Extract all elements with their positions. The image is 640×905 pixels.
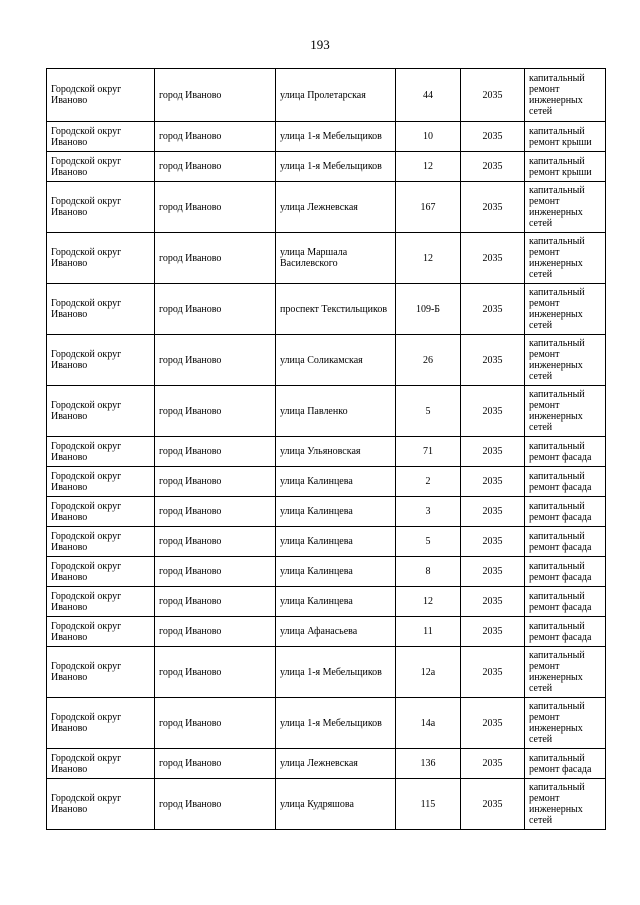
- page-number: 193: [310, 37, 330, 52]
- city-cell: город Иваново: [155, 698, 276, 749]
- table-row: [47, 647, 606, 698]
- year-cell: 2035: [461, 557, 525, 587]
- house-cell: 12: [396, 233, 461, 284]
- district-cell: Городской округ Иваново: [47, 437, 155, 467]
- house-cell: 12: [396, 587, 461, 617]
- district-cell: Городской округ Иваново: [47, 698, 155, 749]
- year-cell: 2035: [461, 647, 525, 698]
- year-cell: 2035: [461, 284, 525, 335]
- city-cell: город Иваново: [155, 284, 276, 335]
- city-cell: город Иваново: [155, 152, 276, 182]
- city-cell: город Иваново: [155, 749, 276, 779]
- table-row: [47, 69, 606, 122]
- work-type-cell: капитальный ремонт инженерных сетей: [525, 335, 606, 386]
- house-cell: 167: [396, 182, 461, 233]
- house-cell: 14а: [396, 698, 461, 749]
- district-cell: Городской округ Иваново: [47, 69, 155, 122]
- district-cell: Городской округ Иваново: [47, 386, 155, 437]
- district-cell: Городской округ Иваново: [47, 233, 155, 284]
- work-type-cell: капитальный ремонт фасада: [525, 527, 606, 557]
- work-type-cell: капитальный ремонт инженерных сетей: [525, 284, 606, 335]
- district-cell: Городской округ Иваново: [47, 587, 155, 617]
- city-cell: город Иваново: [155, 779, 276, 830]
- house-cell: 115: [396, 779, 461, 830]
- year-cell: 2035: [461, 497, 525, 527]
- work-type-cell: капитальный ремонт крыши: [525, 122, 606, 152]
- house-cell: 12а: [396, 647, 461, 698]
- city-cell: город Иваново: [155, 467, 276, 497]
- street-cell: улица Маршала Василевского: [276, 233, 396, 284]
- district-cell: Городской округ Иваново: [47, 182, 155, 233]
- work-type-cell: капитальный ремонт инженерных сетей: [525, 182, 606, 233]
- district-cell: Городской округ Иваново: [47, 617, 155, 647]
- table-row: [47, 122, 606, 152]
- work-type-cell: капитальный ремонт инженерных сетей: [525, 69, 606, 122]
- year-cell: 2035: [461, 69, 525, 122]
- year-cell: 2035: [461, 527, 525, 557]
- work-type-cell: капитальный ремонт инженерных сетей: [525, 779, 606, 830]
- district-cell: Городской округ Иваново: [47, 779, 155, 830]
- street-cell: улица 1-я Мебельщиков: [276, 698, 396, 749]
- house-cell: 11: [396, 617, 461, 647]
- district-cell: Городской округ Иваново: [47, 647, 155, 698]
- street-cell: улица Калинцева: [276, 497, 396, 527]
- city-cell: город Иваново: [155, 557, 276, 587]
- district-cell: Городской округ Иваново: [47, 284, 155, 335]
- city-cell: город Иваново: [155, 386, 276, 437]
- house-cell: 136: [396, 749, 461, 779]
- work-type-cell: капитальный ремонт инженерных сетей: [525, 698, 606, 749]
- year-cell: 2035: [461, 698, 525, 749]
- work-type-cell: капитальный ремонт крыши: [525, 152, 606, 182]
- street-cell: улица Калинцева: [276, 467, 396, 497]
- year-cell: 2035: [461, 233, 525, 284]
- district-cell: Городской округ Иваново: [47, 497, 155, 527]
- house-cell: 12: [396, 152, 461, 182]
- table-row: [47, 182, 606, 233]
- district-cell: Городской округ Иваново: [47, 335, 155, 386]
- house-cell: 5: [396, 527, 461, 557]
- city-cell: город Иваново: [155, 587, 276, 617]
- year-cell: 2035: [461, 335, 525, 386]
- table-row: [47, 749, 606, 779]
- year-cell: 2035: [461, 467, 525, 497]
- city-cell: город Иваново: [155, 182, 276, 233]
- house-cell: 5: [396, 386, 461, 437]
- district-cell: Городской округ Иваново: [47, 122, 155, 152]
- street-cell: улица 1-я Мебельщиков: [276, 122, 396, 152]
- work-type-cell: капитальный ремонт фасада: [525, 749, 606, 779]
- street-cell: улица Калинцева: [276, 557, 396, 587]
- work-type-cell: капитальный ремонт фасада: [525, 617, 606, 647]
- table-row: [47, 698, 606, 749]
- year-cell: 2035: [461, 386, 525, 437]
- street-cell: улица Соликамская: [276, 335, 396, 386]
- street-cell: улица 1-я Мебельщиков: [276, 647, 396, 698]
- table-row: [47, 497, 606, 527]
- table-row: [47, 587, 606, 617]
- street-cell: улица Лежневская: [276, 182, 396, 233]
- street-cell: улица Калинцева: [276, 527, 396, 557]
- district-cell: Городской округ Иваново: [47, 152, 155, 182]
- district-cell: Городской округ Иваново: [47, 527, 155, 557]
- house-cell: 8: [396, 557, 461, 587]
- house-cell: 2: [396, 467, 461, 497]
- year-cell: 2035: [461, 182, 525, 233]
- city-cell: город Иваново: [155, 69, 276, 122]
- table-row: [47, 617, 606, 647]
- work-type-cell: капитальный ремонт инженерных сетей: [525, 233, 606, 284]
- table-body: [47, 69, 606, 830]
- street-cell: улица Павленко: [276, 386, 396, 437]
- table-row: [47, 557, 606, 587]
- table-row: [47, 779, 606, 830]
- work-type-cell: капитальный ремонт фасада: [525, 467, 606, 497]
- city-cell: город Иваново: [155, 497, 276, 527]
- table-row: [47, 386, 606, 437]
- table-row: [47, 467, 606, 497]
- house-cell: 26: [396, 335, 461, 386]
- street-cell: улица Афанасьева: [276, 617, 396, 647]
- year-cell: 2035: [461, 122, 525, 152]
- work-type-cell: капитальный ремонт фасада: [525, 557, 606, 587]
- street-cell: улица Лежневская: [276, 749, 396, 779]
- work-type-cell: капитальный ремонт инженерных сетей: [525, 647, 606, 698]
- house-cell: 109-Б: [396, 284, 461, 335]
- street-cell: улица Ульяновская: [276, 437, 396, 467]
- city-cell: город Иваново: [155, 437, 276, 467]
- house-cell: 3: [396, 497, 461, 527]
- year-cell: 2035: [461, 437, 525, 467]
- district-cell: Городской округ Иваново: [47, 749, 155, 779]
- work-type-cell: капитальный ремонт фасада: [525, 497, 606, 527]
- house-cell: 71: [396, 437, 461, 467]
- table-row: [47, 335, 606, 386]
- street-cell: улица Калинцева: [276, 587, 396, 617]
- table-row: [47, 233, 606, 284]
- city-cell: город Иваново: [155, 527, 276, 557]
- table-row: [47, 152, 606, 182]
- city-cell: город Иваново: [155, 647, 276, 698]
- registry-table: [46, 68, 606, 830]
- city-cell: город Иваново: [155, 335, 276, 386]
- street-cell: улица 1-я Мебельщиков: [276, 152, 396, 182]
- year-cell: 2035: [461, 152, 525, 182]
- work-type-cell: капитальный ремонт фасада: [525, 437, 606, 467]
- street-cell: улица Пролетарская: [276, 69, 396, 122]
- street-cell: улица Кудряшова: [276, 779, 396, 830]
- table-row: [47, 284, 606, 335]
- year-cell: 2035: [461, 749, 525, 779]
- house-cell: 10: [396, 122, 461, 152]
- year-cell: 2035: [461, 587, 525, 617]
- work-type-cell: капитальный ремонт фасада: [525, 587, 606, 617]
- table-row: [47, 437, 606, 467]
- table-row: [47, 527, 606, 557]
- city-cell: город Иваново: [155, 617, 276, 647]
- year-cell: 2035: [461, 617, 525, 647]
- year-cell: 2035: [461, 779, 525, 830]
- house-cell: 44: [396, 69, 461, 122]
- district-cell: Городской округ Иваново: [47, 467, 155, 497]
- city-cell: город Иваново: [155, 233, 276, 284]
- work-type-cell: капитальный ремонт инженерных сетей: [525, 386, 606, 437]
- city-cell: город Иваново: [155, 122, 276, 152]
- street-cell: проспект Текстильщиков: [276, 284, 396, 335]
- district-cell: Городской округ Иваново: [47, 557, 155, 587]
